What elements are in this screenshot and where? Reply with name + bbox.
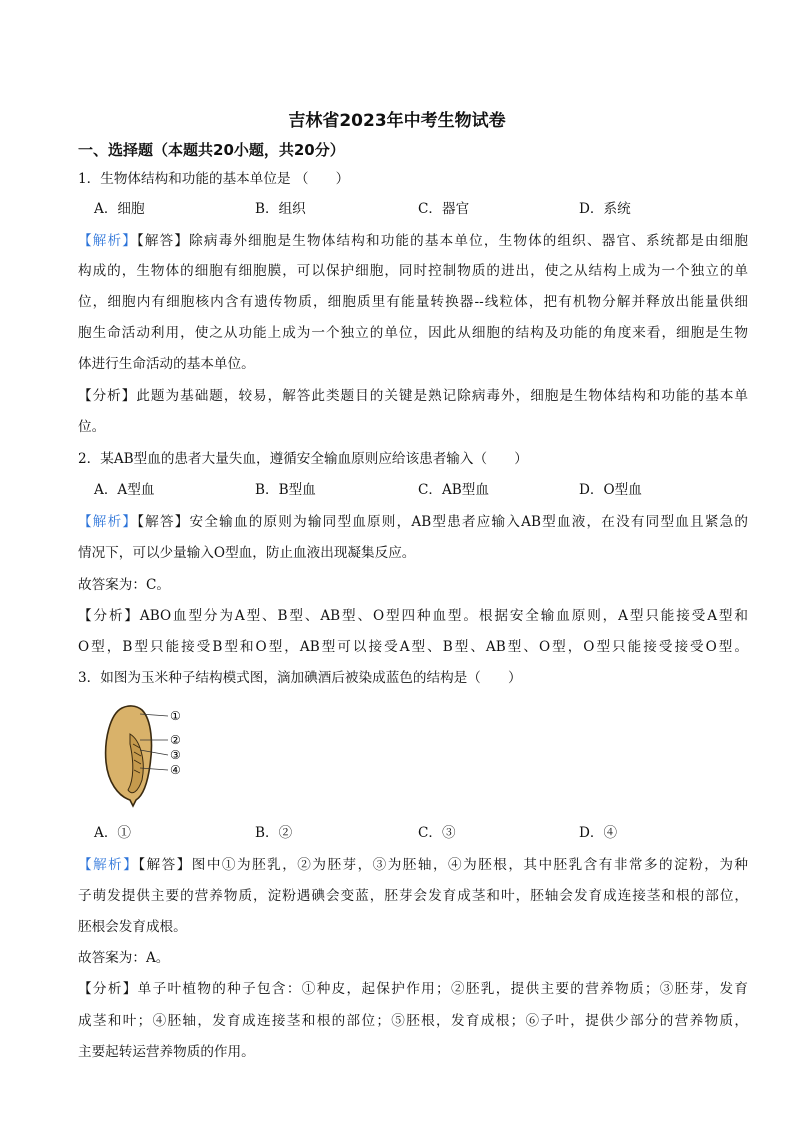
- q3-explanation-line: 胚根会发育成根。: [78, 919, 187, 935]
- q3-analysis-line: 主要起转运营养物质的作用。: [78, 1044, 255, 1060]
- q1-option-b: B．组织: [255, 201, 306, 217]
- q3-option-b: B．②: [255, 825, 293, 841]
- jiexi-tag: 【解析】: [78, 514, 138, 530]
- q1-explanation-line: 胞生命活动利用，使之从功能上成为一个独立的单位，因此从细胞的结构及功能的角度来看，细胞是生物: [78, 325, 748, 341]
- q1-option-c: C．器官: [418, 201, 470, 217]
- q3-option-d: D．④: [579, 825, 618, 841]
- figure-label-1: ①: [170, 709, 181, 723]
- q1-explanation-line: 体进行生命活动的基本单位。: [78, 356, 255, 372]
- figure-label-2: ②: [170, 733, 181, 747]
- q3-option-c: C．③: [418, 825, 456, 841]
- q3-explanation-line: 【解析】【解答】图中①为胚乳，②为胚芽，③为胚轴，④为胚根，其中胚乳含有非常多的淀粉，为种: [78, 857, 748, 873]
- q1-stem: 1．生物体结构和功能的基本单位是 （ ）: [78, 171, 350, 187]
- q3-explanation-line: 子萌发提供主要的营养物质，淀粉遇碘会变蓝，胚芽会发育成茎和叶，胚轴会发育成连接茎和根的部位，: [78, 888, 748, 904]
- q1-explanation-line: 【解析】【解答】除病毒外细胞是生物体结构和功能的基本单位，生物体的组织、器官、系统都是由细胞: [78, 233, 748, 249]
- q3-answer: 故答案为：A。: [78, 950, 170, 966]
- q3-analysis-line: 【分析】单子叶植物的种子包含：①种皮，起保护作用；②胚乳，提供主要的营养物质；③胚芽，发育: [78, 981, 748, 997]
- q1-analysis-line: 位。: [78, 419, 106, 435]
- q1-analysis-line: 【分析】此题为基础题，较易，解答此类题目的关键是熟记除病毒外，细胞是生物体结构和功能的基本单: [78, 388, 748, 404]
- q1-explanation-line: 构成的，生物体的细胞有细胞膜，可以保护细胞，同时控制物质的进出，使之从结构上成为一个独立的单: [78, 263, 748, 279]
- q2-analysis-line: 【分析】ABO血型分为A型、B型、AB型、O型四种血型。根据安全输血原则，A型只能接受A型和: [78, 608, 748, 624]
- q2-explanation-line: 情况下，可以少量输入O型血，防止血液出现凝集反应。: [78, 545, 416, 561]
- q2-stem: 2．某AB型血的患者大量失血，遵循安全输血原则应给该患者输入（ ）: [78, 451, 528, 467]
- q2-option-a: A．A型血: [94, 482, 155, 498]
- q2-option-d: D．O型血: [579, 482, 642, 498]
- q3-analysis-line: 成茎和叶；④胚轴，发育成连接茎和根的部位；⑤胚根，发育成根；⑥子叶，提供少部分的营养物质，: [78, 1013, 748, 1029]
- q1-explanation-line: 位，细胞内有细胞核内含有遗传物质，细胞质里有能量转换器--线粒体，把有机物分解并释放出能量供细: [78, 294, 748, 310]
- q2-answer: 故答案为：C。: [78, 577, 170, 593]
- q2-explanation-line: 【解析】【解答】安全输血的原则为输同型血原则，AB型患者应输入AB型血液，在没有同型血且紧急的: [78, 514, 749, 530]
- jiexi-tag: 【解析】: [78, 857, 139, 873]
- section-heading: 一、选择题（本题共20小题，共20分）: [78, 141, 345, 159]
- q1-option-a: A．细胞: [94, 201, 145, 217]
- q2-option-b: B．B型血: [255, 482, 316, 498]
- q2-option-c: C．AB型血: [418, 482, 489, 498]
- jiexi-tag: 【解析】: [78, 233, 137, 249]
- page-title: 吉林省2023年中考生物试卷: [288, 111, 506, 131]
- q3-stem: 3．如图为玉米种子结构模式图，滴加碘酒后被染成蓝色的结构是（ ）: [78, 670, 522, 686]
- q1-option-d: D．系统: [579, 201, 631, 217]
- figure-label-4: ④: [170, 763, 181, 777]
- q3-option-a: A．①: [94, 825, 132, 841]
- q2-analysis-line: O型，B型只能接受B型和O型，AB型可以接受A型、B型、AB型、O型，O型只能接受接受O型。: [78, 639, 748, 655]
- corn-seed-diagram: [100, 700, 200, 810]
- figure-label-3: ③: [170, 748, 181, 762]
